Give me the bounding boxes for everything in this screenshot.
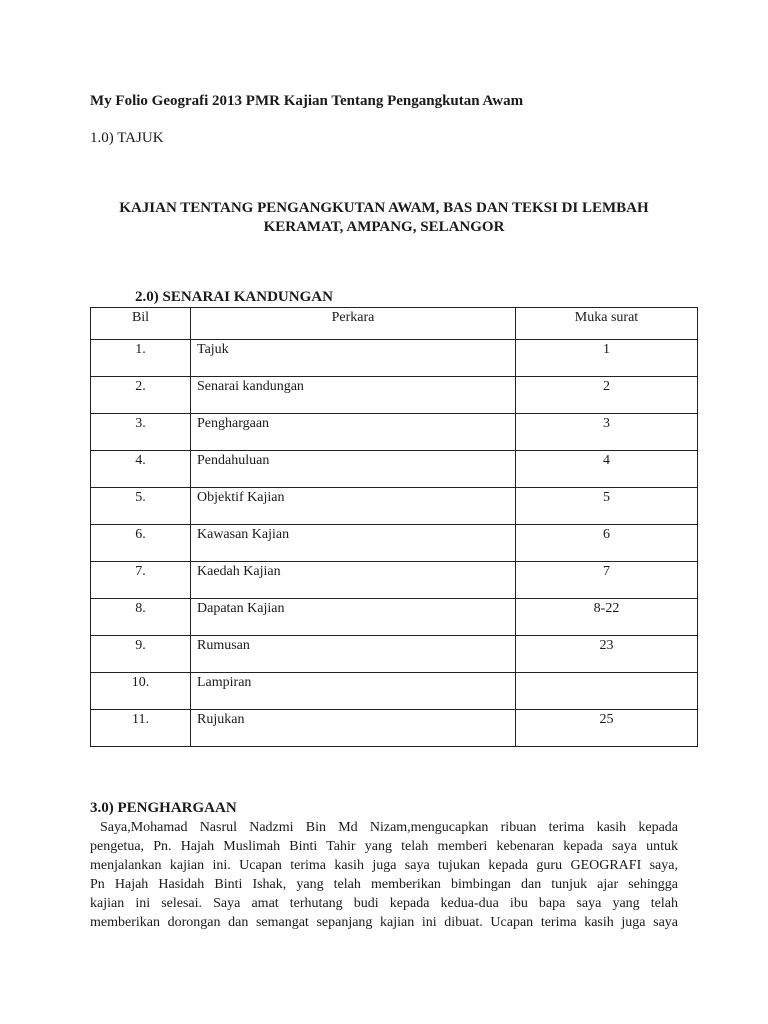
- paragraph-line: menjalankan kajian ini. Ucapan terima kasih juga saya tujukan kepada guru GEOGRAFI saya,: [90, 858, 678, 873]
- toc-cell-perkara: Pendahuluan: [191, 451, 516, 488]
- toc-cell-perkara: Penghargaan: [191, 414, 516, 451]
- section-heading-tajuk: 1.0) TAJUK: [90, 130, 164, 146]
- toc-cell-muka-surat: 6: [516, 525, 698, 562]
- main-heading-line-1: KAJIAN TENTANG PENGANGKUTAN AWAM, BAS DAN TEKSI DI LEMBAH: [119, 200, 649, 216]
- toc-cell-perkara: Objektif Kajian: [191, 488, 516, 525]
- paragraph-line: kajian ini selesai. Saya amat terhutang budi kepada kedua-dua ibu bapa saya yang telah: [90, 896, 678, 911]
- paragraph-line: memberikan dorongan dan semangat sepanjang kajian ini dibuat. Ucapan terima kasih juga saya: [90, 915, 678, 930]
- table-of-contents: [90, 307, 698, 747]
- toc-cell-muka-surat: 8-22: [516, 599, 698, 636]
- table-row: [91, 488, 698, 525]
- toc-cell-muka-surat: 5: [516, 488, 698, 525]
- toc-cell-bil: 7.: [91, 562, 191, 599]
- penghargaan-paragraph: [90, 818, 678, 932]
- table-row: [91, 340, 698, 377]
- main-heading: [90, 199, 678, 237]
- toc-cell-perkara: Senarai kandungan: [191, 377, 516, 414]
- toc-cell-perkara: Kawasan Kajian: [191, 525, 516, 562]
- toc-cell-bil: 6.: [91, 525, 191, 562]
- document-title: My Folio Geografi 2013 PMR Kajian Tentang Pengangkutan Awam: [90, 93, 524, 109]
- table-row: [91, 414, 698, 451]
- toc-cell-perkara: Dapatan Kajian: [191, 599, 516, 636]
- toc-cell-muka-surat: 25: [516, 710, 698, 747]
- section-heading-senarai-kandungan: 2.0) SENARAI KANDUNGAN: [135, 289, 333, 305]
- section-heading-penghargaan: 3.0) PENGHARGAAN: [90, 800, 237, 816]
- toc-cell-bil: 1.: [91, 340, 191, 377]
- toc-header-perkara: Perkara: [191, 308, 516, 340]
- toc-cell-perkara: Lampiran: [191, 673, 516, 710]
- toc-cell-bil: 4.: [91, 451, 191, 488]
- toc-cell-perkara: Tajuk: [191, 340, 516, 377]
- paragraph-line: pengetua, Pn. Hajah Muslimah Binti Tahir yang telah memberi kebenaran kepada saya untuk: [90, 839, 678, 854]
- toc-cell-muka-surat: 2: [516, 377, 698, 414]
- table-row: [91, 377, 698, 414]
- toc-cell-bil: 5.: [91, 488, 191, 525]
- toc-cell-perkara: Rujukan: [191, 710, 516, 747]
- paragraph-line: Pn Hajah Hasidah Binti Ishak, yang telah memberikan bimbingan dan tunjuk ajar sehingga: [90, 877, 678, 892]
- toc-cell-bil: 10.: [91, 673, 191, 710]
- toc-header-row: [91, 308, 698, 340]
- toc-header-muka-surat: Muka surat: [516, 308, 698, 340]
- paragraph-line: Saya,Mohamad Nasrul Nadzmi Bin Md Nizam,mengucapkan ribuan terima kasih kepada: [100, 820, 678, 835]
- table-row: [91, 710, 698, 747]
- toc-cell-bil: 9.: [91, 636, 191, 673]
- toc-cell-muka-surat: 4: [516, 451, 698, 488]
- toc-cell-bil: 8.: [91, 599, 191, 636]
- table-row: [91, 562, 698, 599]
- toc-cell-muka-surat: [516, 673, 698, 710]
- toc-cell-muka-surat: 23: [516, 636, 698, 673]
- table-row: [91, 599, 698, 636]
- toc-cell-perkara: Rumusan: [191, 636, 516, 673]
- toc-cell-bil: 11.: [91, 710, 191, 747]
- table-row: [91, 451, 698, 488]
- toc-cell-muka-surat: 1: [516, 340, 698, 377]
- main-heading-line-2: KERAMAT, AMPANG, SELANGOR: [263, 219, 505, 235]
- toc-header-bil: Bil: [91, 308, 191, 340]
- toc-cell-muka-surat: 7: [516, 562, 698, 599]
- table-row: [91, 636, 698, 673]
- table-row: [91, 673, 698, 710]
- toc-cell-bil: 3.: [91, 414, 191, 451]
- toc-cell-muka-surat: 3: [516, 414, 698, 451]
- table-row: [91, 525, 698, 562]
- toc-cell-bil: 2.: [91, 377, 191, 414]
- toc-cell-perkara: Kaedah Kajian: [191, 562, 516, 599]
